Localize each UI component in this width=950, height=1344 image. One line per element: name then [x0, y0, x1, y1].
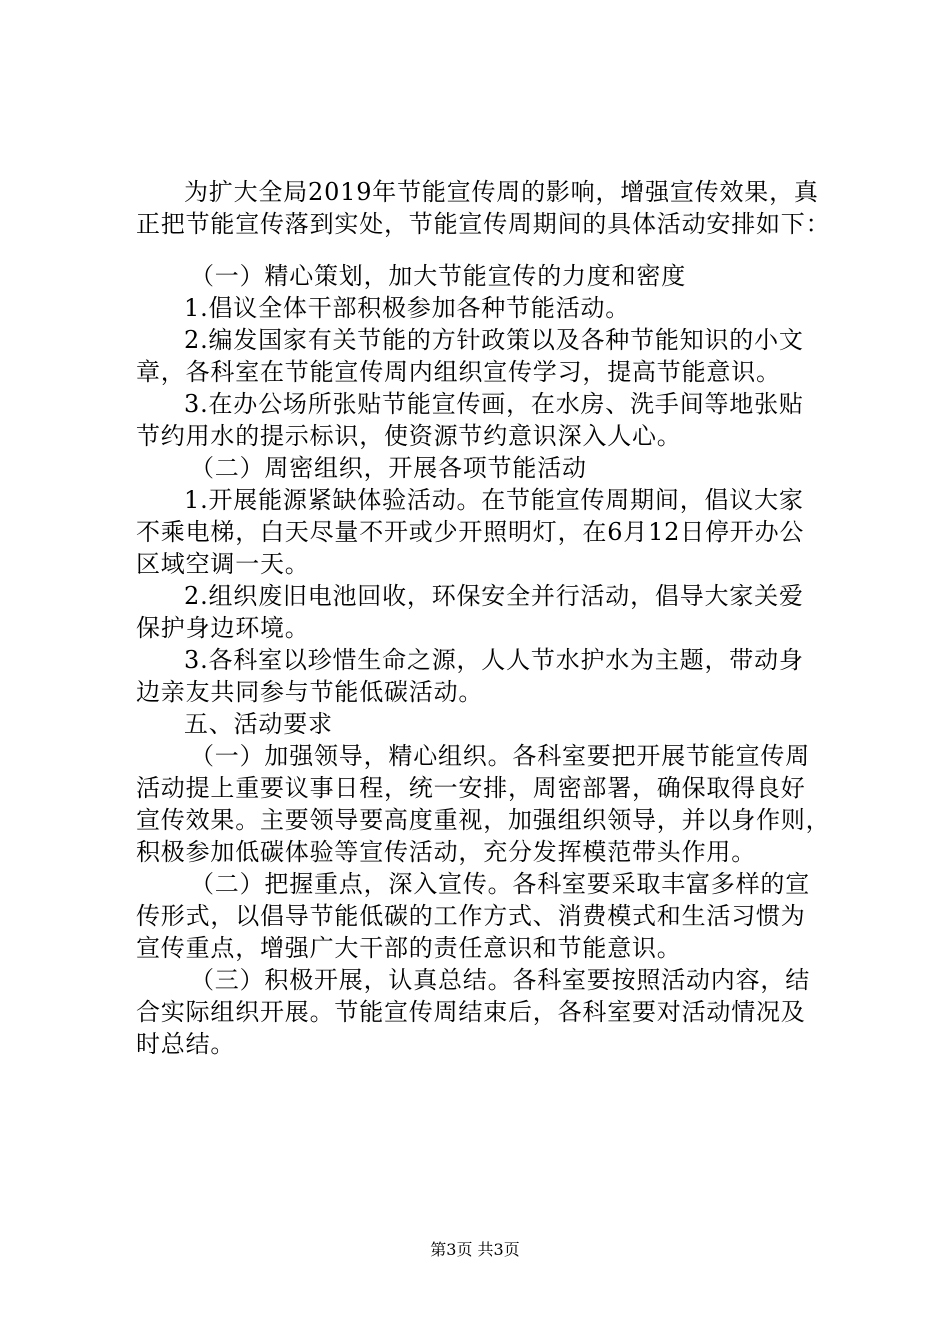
- paragraph-line: 保护身边环境。: [136, 614, 310, 642]
- section-heading: 五、活动要求: [184, 710, 333, 738]
- paragraph-line: （二）把握重点，深入宣传。各科室要采取丰富多样的宣: [190, 870, 810, 898]
- paragraph-line: 时总结。: [136, 1030, 236, 1058]
- document-body: [136, 176, 842, 1060]
- paragraph-line: 积极参加低碳体验等宣传活动，充分发挥模范带头作用。: [136, 838, 756, 866]
- paragraph-gap: [136, 240, 842, 260]
- paragraph-line: 节约用水的提示标识，使资源节约意识深入人心。: [136, 422, 682, 450]
- paragraph-line: （三）积极开展，认真总结。各科室要按照活动内容，结: [190, 966, 810, 994]
- paragraph-line: （一）加强领导，精心组织。各科室要把开展节能宣传周: [190, 742, 810, 770]
- paragraph-line: 2.编发国家有关节能的方针政策以及各种节能知识的小文: [184, 326, 804, 354]
- paragraph-line: 3.在办公场所张贴节能宣传画，在水房、洗手间等地张贴: [184, 390, 804, 418]
- paragraph-line: 区域空调一天。: [136, 550, 310, 578]
- paragraph-line: 边亲友共同参与节能低碳活动。: [136, 678, 484, 706]
- section-heading: （二）周密组织，开展各项节能活动: [190, 454, 587, 482]
- paragraph-line: 正把节能宣传落到实处，节能宣传周期间的具体活动安排如下：: [136, 210, 831, 238]
- paragraph-line: 宣传效果。主要领导要高度重视，加强组织领导，并以身作则，: [136, 806, 831, 834]
- paragraph-line: 传形式，以倡导节能低碳的工作方式、消费模式和生活习惯为: [136, 902, 806, 930]
- paragraph-line: 为扩大全局2019年节能宣传周的影响，增强宣传效果，真: [184, 178, 819, 206]
- paragraph-line: 2.组织废旧电池回收，环保安全并行活动，倡导大家关爱: [184, 582, 804, 610]
- paragraph-line: 活动提上重要议事日程，统一安排，周密部署，确保取得良好: [136, 774, 806, 802]
- section-heading: （一）精心策划，加大节能宣传的力度和密度: [190, 262, 686, 290]
- paragraph-line: 章，各科室在节能宣传周内组织宣传学习，提高节能意识。: [136, 358, 781, 386]
- page-number: 第3页 共3页: [430, 1240, 520, 1259]
- paragraph-line: 1.倡议全体干部积极参加各种节能活动。: [184, 294, 631, 322]
- paragraph-line: 3.各科室以珍惜生命之源，人人节水护水为主题，带动身: [184, 646, 804, 674]
- paragraph-line: 合实际组织开展。节能宣传周结束后，各科室要对活动情况及: [136, 998, 806, 1026]
- paragraph-line: 不乘电梯，白天尽量不开或少开照明灯，在6月12日停开办公: [136, 518, 805, 546]
- paragraph-line: 宣传重点，增强广大干部的责任意识和节能意识。: [136, 934, 682, 962]
- paragraph-line: 1.开展能源紧缺体验活动。在节能宣传周期间，倡议大家: [184, 486, 804, 514]
- page-footer: [0, 1240, 950, 1260]
